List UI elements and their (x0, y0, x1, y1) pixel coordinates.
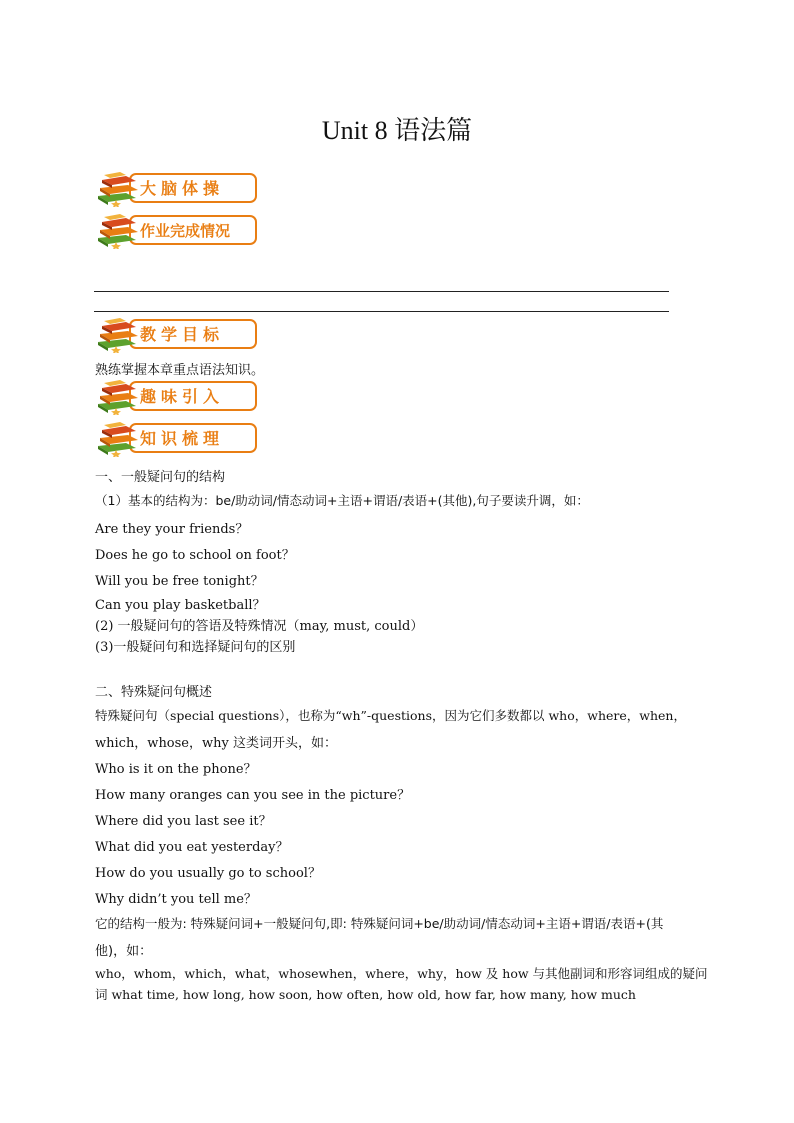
example-sentence: How many oranges can you see in the picture？ (95, 788, 411, 803)
objective-text: 熟练掌握本章重点语法知识。 (95, 363, 265, 378)
example-sentence: Who is it on the phone？ (95, 762, 257, 777)
section-badge-knowledge-review (96, 421, 258, 457)
answer-line (94, 311, 669, 312)
section2-question-words: who，whom，which，what，whosewhen，where，why，how 及 how 与其他副词和形容词组成的疑问 (95, 966, 708, 981)
section2-structure: 他)，如： (95, 944, 153, 959)
example-sentence: Will you be free tonight？ (95, 574, 264, 589)
section1-point2: (2) 一般疑问句的答语及特殊情况（may, must, could） (95, 619, 424, 634)
section2-structure: 它的结构一般为: 特殊疑问词+一般疑问句,即: 特殊疑问词+be/助动词/情态动词+主语+谓语/表语+(其 (95, 916, 664, 931)
example-sentence: Can you play basketball？ (95, 598, 266, 613)
example-sentence: Are they your friends？ (95, 522, 249, 537)
section1-point3: (3)一般疑问句和选择疑问句的区别 (95, 640, 296, 655)
section-badge-teaching-objective (96, 317, 258, 353)
example-sentence: Where did you last see it？ (95, 814, 272, 829)
answer-line (94, 291, 669, 292)
badge-label: 教学目标 (140, 325, 225, 344)
section-badge-homework-status (96, 213, 258, 249)
example-sentence: Does he go to school on foot？ (95, 548, 295, 563)
section2-heading: 二、特殊疑问句概述 (95, 685, 213, 700)
section2-intro: which，whose，why 这类词开头，如： (95, 736, 337, 751)
badge-label: 大脑体操 (140, 179, 225, 198)
section1-heading: 一、一般疑问句的结构 (95, 470, 226, 485)
example-sentence: Why didn’t you tell me？ (95, 892, 257, 907)
example-sentence: How do you usually go to school？ (95, 866, 321, 881)
section1-rule: （1）基本的结构为：be/助动词/情态动词+主语+谓语/表语+(其他),句子要读升调，如： (95, 493, 589, 508)
section2-question-words: 词 what time, how long, how soon, how often, how old, how far, how many, how much (95, 987, 636, 1002)
example-sentence: What did you eat yesterday？ (95, 840, 289, 855)
section-badge-fun-intro (96, 379, 258, 415)
badge-label: 趣味引入 (140, 387, 225, 406)
section-badge-brain-exercise (96, 171, 258, 207)
badge-label: 作业完成情况 (140, 222, 231, 240)
badge-label: 知识梳理 (140, 429, 225, 448)
section2-intro: 特殊疑问句（special questions），也称为“wh”-questions，因为它们多数都以 who，where，when， (95, 708, 686, 723)
page-title: Unit 8 语法篇 (321, 116, 473, 145)
